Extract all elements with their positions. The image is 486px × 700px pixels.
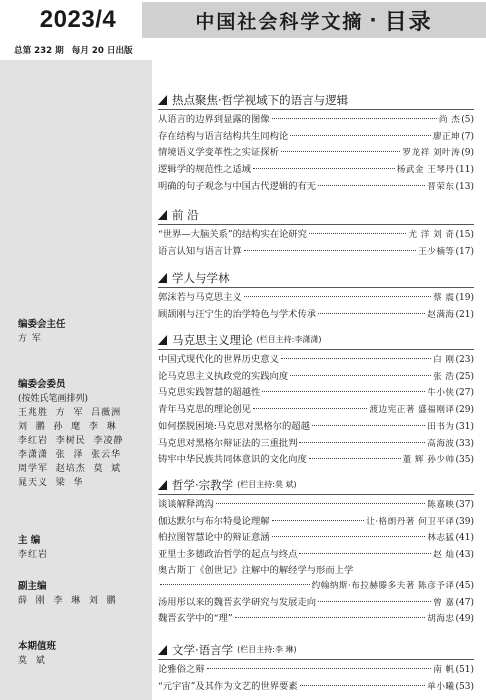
entry-author: 单小曦	[427, 681, 455, 692]
entry-author: 董 辉 孙少帅	[402, 455, 455, 466]
leader-dots	[272, 536, 426, 537]
toc-entry[interactable]	[158, 162, 474, 179]
section-rule	[158, 224, 474, 225]
section-heading	[158, 477, 474, 493]
toc-entry[interactable]	[158, 179, 474, 196]
entry-author: 张 浩	[433, 371, 455, 382]
section-host: (栏目主持:李 琳)	[237, 645, 297, 654]
entry-author: 陈嘉映	[427, 500, 455, 510]
toc-entry[interactable]	[158, 129, 474, 146]
entry-title: 语言认知与语言计算	[158, 245, 242, 257]
entry-page: (7)	[461, 131, 474, 142]
leader-dots	[244, 250, 416, 251]
section-title: 哲学·宗教学	[172, 478, 234, 492]
leader-dots	[272, 118, 437, 119]
toc-entry[interactable]	[158, 679, 474, 696]
issue-pub: 每月 20 日出版	[71, 46, 133, 56]
entry-page: (9)	[461, 148, 474, 159]
leader-dots	[290, 375, 431, 376]
section-host: (栏目主持:莫 斌)	[237, 480, 297, 489]
leader-dots	[235, 617, 426, 618]
leader-dots	[244, 296, 431, 297]
entry-page: (31)	[455, 421, 474, 432]
leader-dots	[290, 135, 431, 136]
entry-title: “元宇宙”及其作为文艺的世界要素	[158, 680, 298, 692]
duty-label: 本期值班	[18, 641, 57, 652]
entry-author: 让·格朗丹著 何卫平译	[366, 516, 455, 527]
director-name: 方 军	[18, 334, 42, 344]
leader-dots	[309, 233, 406, 234]
entry-title: 汤用彤以来的魏晋玄学研究与发展走向	[158, 596, 317, 608]
toc-entry[interactable]	[158, 436, 474, 453]
triangle-marker-icon	[158, 480, 167, 490]
entry-page: (17)	[455, 246, 474, 257]
entry-title: 柏拉图智慧论中的辩证意涵	[158, 532, 270, 544]
section-heading	[158, 92, 474, 108]
duty-name: 莫 斌	[18, 656, 46, 666]
entry-page: (25)	[455, 371, 474, 382]
triangle-marker-icon	[158, 95, 167, 105]
editor-label: 主 编	[18, 535, 41, 546]
entry-author: 渡边宪正著 盛福刚译	[369, 405, 455, 416]
entry-page: (37)	[455, 500, 474, 510]
entry-page: (21)	[455, 309, 474, 320]
entry-title: 从语言的边界到显露的图像	[158, 114, 270, 125]
entry-title: 顾颉刚与汪宁生的治学特色与学术传承	[158, 308, 317, 320]
entry-author: 高海波	[427, 438, 455, 449]
section-rule	[158, 109, 474, 110]
entry-title: 伽达默尔与布尔特曼论理解	[158, 515, 270, 527]
toc-entry[interactable]	[158, 112, 474, 129]
entry-title-line[interactable]: 奥古斯丁《创世记》注解中的解经学与形而上学	[158, 564, 354, 576]
issue-info	[14, 44, 142, 56]
members-row: 周学军 赵培杰 莫 斌	[18, 464, 122, 474]
title-separator: ·	[369, 9, 379, 31]
section-title: 马克思主义理论	[172, 333, 253, 347]
deputy-block	[18, 580, 148, 608]
entry-author: 晋荣东	[427, 181, 455, 192]
toc-entry[interactable]	[158, 578, 474, 595]
entry-title: 铸牢中华民族共同体意识的文化向度	[158, 454, 307, 466]
entry-author: 尤 洋 刘 奇	[408, 230, 455, 240]
masthead-column	[0, 60, 152, 700]
section-rule	[158, 287, 474, 288]
triangle-marker-icon	[158, 210, 167, 220]
toc-label: 目录	[384, 9, 433, 35]
entry-author: 尚 杰	[438, 115, 461, 125]
leader-dots	[309, 458, 401, 459]
entry-page: (15)	[455, 230, 474, 240]
entry-page: (47)	[455, 597, 474, 608]
toc-section	[158, 477, 474, 628]
members-row: 王兆胜 方 军 吕薇洲	[18, 408, 122, 418]
members-row: 晁天义 梁 华	[18, 478, 84, 488]
entry-page: (33)	[455, 438, 474, 449]
toc-entry[interactable]	[158, 452, 474, 469]
toc-entry[interactable]	[158, 244, 474, 261]
entry-title: 论马克思主义执政党的实践向度	[158, 370, 289, 382]
toc-entry[interactable]	[158, 662, 474, 679]
toc-entry[interactable]	[158, 514, 474, 531]
leader-dots	[300, 685, 426, 686]
section-rule	[158, 659, 474, 660]
entry-page: (11)	[455, 165, 474, 176]
toc-entry[interactable]	[158, 145, 474, 162]
issue-date: 2023/4	[39, 6, 117, 33]
entry-author: 蔡 震	[433, 293, 455, 303]
entry-author: 南 帆	[433, 665, 455, 675]
editor-block	[18, 534, 148, 562]
leader-dots	[253, 168, 395, 169]
entry-page: (29)	[455, 405, 474, 416]
leader-dots	[299, 553, 431, 554]
section-heading	[158, 642, 474, 658]
deputy-label: 副主编	[18, 581, 47, 592]
toc-section	[158, 332, 474, 469]
entry-title: “世界—大脑关系”的结构实在论研究	[158, 229, 307, 240]
toc-section	[158, 270, 474, 323]
toc-entry[interactable]	[158, 402, 474, 419]
entry-page: (39)	[455, 516, 474, 527]
entry-author: 白 刚	[433, 355, 455, 365]
entry-title: 郭沫若与马克思主义	[158, 292, 242, 303]
entry-author: 廖正坤	[432, 131, 461, 142]
members-block	[18, 378, 148, 490]
leader-dots	[318, 313, 425, 314]
entry-page: (35)	[455, 455, 474, 466]
entry-title: 存在结构与语言结构共生同构论	[158, 130, 289, 142]
entry-page: (43)	[455, 550, 474, 561]
section-host: (栏目主持:李潇潇)	[256, 335, 322, 344]
entry-title: 马克思对黑格尔辩证法的三重批判	[158, 437, 298, 449]
leader-dots	[318, 185, 425, 186]
section-heading	[158, 270, 474, 286]
journal-title: 中国社会科学文摘	[195, 10, 364, 33]
section-rule	[158, 494, 474, 495]
entry-title: 明确的句子观念与中国古代逻辑的有无	[158, 180, 317, 192]
toc-entry[interactable]	[158, 547, 474, 564]
entry-page: (51)	[455, 665, 474, 675]
leader-dots	[272, 520, 365, 521]
section-rule	[158, 349, 474, 350]
entry-author: 约翰纳斯·布拉赫滕多夫著 陈彦予译	[311, 580, 455, 591]
entry-page: (53)	[455, 681, 474, 692]
entry-author: 罗龙祥 刘叶涛	[402, 148, 461, 159]
toc-entry[interactable]	[158, 369, 474, 386]
issue-total: 总第 232 期	[14, 46, 64, 56]
entry-page: (45)	[455, 580, 474, 591]
duty-block	[18, 640, 148, 668]
entry-author: 田书为	[427, 421, 455, 432]
entry-title: 如何摆脱困境:马克思对黑格尔的超越	[158, 420, 310, 432]
toc-entry[interactable]	[158, 595, 474, 612]
section-heading	[158, 332, 474, 348]
section-heading	[158, 207, 474, 223]
toc-entry[interactable]	[158, 307, 474, 324]
leader-dots	[216, 503, 425, 504]
leader-dots	[281, 151, 401, 152]
entry-title: 逻辑学的规范性之适域	[158, 164, 251, 176]
section-title: 前 沿	[172, 208, 199, 222]
entry-title: 论雅俗之辩	[158, 664, 205, 675]
toc-section	[158, 642, 474, 695]
entry-page: (27)	[455, 388, 474, 399]
entry-author: 王少楠等	[418, 246, 455, 257]
entry-title: 中国式现代化的世界历史意义	[158, 354, 279, 365]
triangle-marker-icon	[158, 645, 167, 655]
leader-dots	[318, 601, 431, 602]
entry-author: 赵 灿	[433, 550, 455, 561]
entry-title: 魏晋玄学中的“理”	[158, 613, 233, 625]
entry-page: (19)	[455, 293, 474, 303]
entry-title: 亚里士多德政治哲学的起点与终点	[158, 549, 298, 561]
leader-dots	[262, 391, 425, 392]
entry-author: 赵满海	[427, 309, 455, 320]
triangle-marker-icon	[158, 273, 167, 283]
entry-title: 情境语义学变革性之实证探析	[158, 147, 279, 159]
members-row: 李红岩 李树民 李凌静	[18, 436, 124, 446]
section-title: 学人与学林	[172, 271, 230, 285]
toc-entry[interactable]	[158, 419, 474, 436]
leader-dots	[312, 425, 425, 426]
members-label: 编委会委员	[18, 379, 66, 390]
entry-page: (49)	[455, 614, 474, 625]
director-block	[18, 318, 148, 346]
entry-author: 杨武金 王琴丹	[396, 165, 455, 176]
director-label: 编委会主任	[18, 319, 66, 330]
leader-dots	[253, 408, 367, 409]
toc-entry[interactable]	[158, 227, 474, 244]
toc-section	[158, 92, 474, 196]
leader-dots	[160, 584, 310, 585]
journal-title-bar	[142, 2, 486, 38]
entry-author: 胡海忠	[427, 614, 455, 625]
entry-title: 谈谈解释鸿沟	[158, 499, 214, 510]
entry-title: 马克思实践智慧的超越性	[158, 387, 261, 399]
leader-dots	[207, 668, 432, 669]
toc-entry[interactable]	[158, 497, 474, 514]
entry-page: (41)	[455, 533, 474, 544]
entry-author: 牛小侠	[427, 388, 455, 399]
entry-page: (23)	[455, 355, 474, 365]
toc-entry[interactable]	[158, 352, 474, 369]
toc-entry[interactable]	[158, 290, 474, 307]
entry-page: (13)	[455, 181, 474, 192]
entry-page: (5)	[461, 115, 474, 125]
toc-section	[158, 207, 474, 260]
entry-author: 曾 嘉	[433, 597, 455, 608]
deputy-names: 薛 刚 李 琳 刘 鹏	[18, 596, 117, 606]
section-title: 文学·语言学	[172, 643, 234, 657]
entry-title: 青年马克思的理论创见	[158, 404, 251, 416]
entry-author: 林志猛	[427, 533, 455, 544]
members-row: 李潇潇 张 泽 张云华	[18, 450, 122, 460]
leader-dots	[281, 358, 431, 359]
toc-entry[interactable]	[158, 611, 474, 628]
members-row: 刘 鹏 孙 麾 李 琳	[18, 422, 117, 432]
leader-dots	[299, 442, 425, 443]
editor-name: 李红岩	[18, 550, 49, 560]
toc-entry[interactable]	[158, 530, 474, 547]
toc-entry[interactable]	[158, 385, 474, 402]
members-note: (按姓氏笔画排列)	[18, 394, 89, 404]
triangle-marker-icon	[158, 335, 167, 345]
section-title: 热点聚焦·哲学视域下的语言与逻辑	[172, 93, 349, 107]
